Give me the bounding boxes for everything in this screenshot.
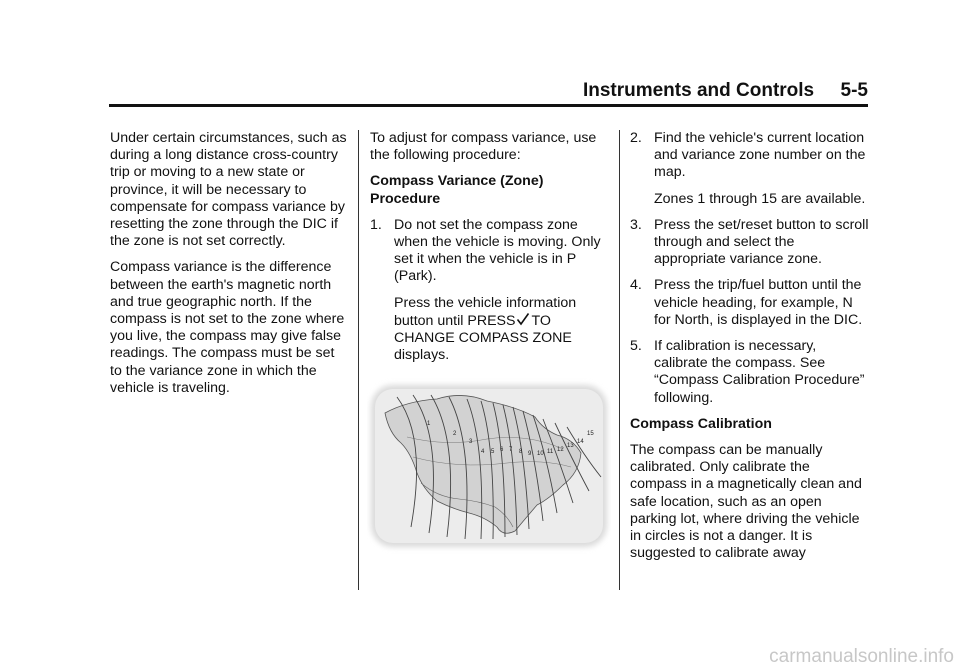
zone-label: 9 [528,451,532,457]
column-2 [370,130,610,373]
step-subtext: Zones 1 through 15 are available. [654,190,866,207]
compass-variance-map [367,377,611,555]
step-text: Press the set/reset button to scroll through and select the appropriate variance zone. [654,216,869,268]
zone-map-svg [367,377,611,555]
zone-label: 13 [567,443,574,449]
step-subtext: Press the vehicle information button until PRESS TO CHANGE COMPASS ZONE displays. [394,294,577,364]
zone-label: 12 [557,447,564,453]
page-header [583,80,868,102]
list-item [370,217,610,365]
step-text: Find the vehicle's current location and variance zone number on the map. [654,130,866,181]
column-1 [110,130,348,406]
column-3 [630,130,870,571]
zone-label: 11 [547,449,554,455]
zone-label: 8 [519,449,523,455]
column-divider [358,130,359,590]
column-divider [619,130,620,590]
list-item [630,217,870,269]
step-number: 1. [370,216,382,233]
step-number: 4. [630,277,642,294]
heading-zone-procedure: Compass Variance (Zone) Procedure [370,173,544,207]
list-item [630,338,870,407]
step-number: 2. [630,130,642,146]
zone-label: 6 [500,447,504,453]
list-item [630,277,870,329]
check-icon [516,312,530,326]
paragraph-calibration: The compass can be manually calibrated. Only calibrate the compass in a magnetically clean and safe location, such as an open parking lot, where driving the vehicle in circles is not a danger. It is suggested to calibrate away [630,442,862,562]
zone-label: 15 [587,431,594,437]
list-item [630,130,870,208]
step-number: 3. [630,216,642,233]
paragraph-intro: To adjust for compass variance, use the following procedure: [370,130,597,164]
step-number: 5. [630,338,642,355]
zone-label: 4 [481,449,485,455]
step-text: Press the trip/fuel button until the vehicle heading, for example, N for North, is displayed in the DIC. [654,277,863,328]
step-text: If calibration is necessary, calibrate the compass. See “Compass Calibration Procedure” following. [654,338,865,406]
zone-label: 3 [469,439,473,445]
zone-label: 2 [453,431,457,437]
zone-label: 5 [491,449,495,455]
paragraph-circumstances: Under certain circumstances, such as during a long distance cross-country trip or moving to a new state or province, it will be necessary to compensate for compass variance by resetting the zone through the DIC if the zone is not set correctly. [110,130,347,250]
watermark: carmanualsonline.info [769,646,954,667]
zone-label: 10 [537,451,544,457]
header-rule [109,104,868,107]
paragraph-variance-definition: Compass variance is the difference between the earth's magnetic north and true geographic north. If the compass is not set to the zone where you live, the compass may give false readings. The compass must be set to the variance zone in which the vehicle is traveling. [110,259,345,396]
zone-label: 1 [427,421,431,427]
zone-label: 7 [509,447,513,453]
zone-label: 14 [577,439,584,445]
step-text: Do not set the compass zone when the vehicle is moving. Only set it when the vehicle is in P (Park). [394,216,601,285]
heading-compass-calibration: Compass Calibration [630,415,772,432]
section-title: Instruments and Controls [582,80,815,101]
page-number: 5-5 [840,80,868,101]
